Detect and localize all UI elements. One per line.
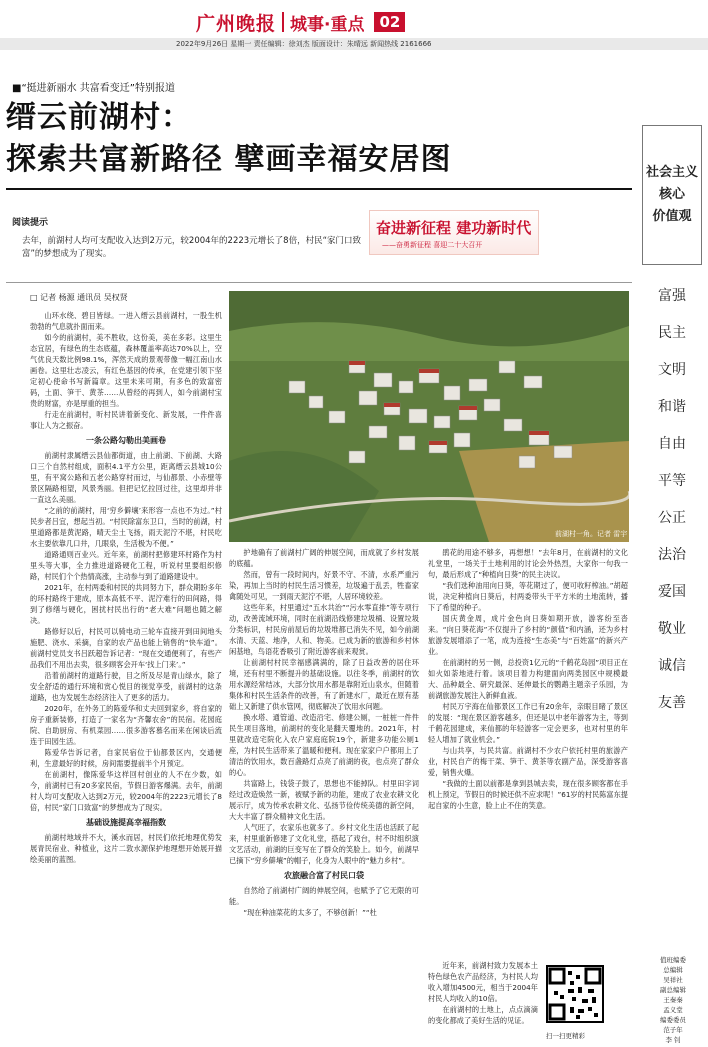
paragraph: “我们选种油用向日葵，等花期过了，便可收籽榨油。”胡超说，决定种植向日葵后，村两委带头干平方米的土地流转，播下了希望的种子。 — [428, 581, 628, 612]
editor-line: 总编辑 — [663, 966, 683, 974]
paragraph: 在前湖村的另一侧，总投资1亿元的“千鹤花岛园”项目正在如火如荼地进行着。该项目着力构建面向两类园区中规模最大、品种最全、研究最深、延伸最长的鹦鹉主题亲子乐园，为前湖旅游发展注入新鲜血液。 — [428, 658, 628, 700]
qr-caption: 扫一扫更精彩 — [546, 1032, 585, 1040]
core-values-title-line: 核心 — [658, 187, 685, 202]
core-values-sidebar — [642, 125, 702, 1045]
paragraph: “我做的土面以前都是拿到县城去卖，现在很多顾客都在手机上预定，节假日的时候还供不应求呢！”61岁的村民陈富东提起自家的小生意，脸上止不住的笑意。 — [428, 779, 628, 810]
core-value: 和谐 — [658, 399, 686, 415]
core-values-title-line: 社会主义 — [645, 165, 698, 180]
paragraph: 自然给了前湖村广阔的伸展空间，也赋予了它无限的可能。 — [229, 886, 419, 906]
masthead-section: 城事·重点 — [290, 14, 365, 35]
editor-line: 王秦秦 — [663, 996, 683, 1004]
paragraph: 护地确有了前湖村广阔的伸展空间，而成就了乡村发展的底蕴。 — [229, 548, 419, 568]
paragraph: 前湖村地域并不大，溪水而居，村民们依托地理优势发展青民宿业、种植业，这片二敦水源保护地理想开始展开描绘美丽的蓝图。 — [30, 833, 222, 864]
editor-line: 副总编辑 — [660, 986, 686, 994]
editor-line: 编委委员 — [660, 1016, 686, 1024]
article-column-1 — [30, 310, 222, 1045]
paragraph: 与山共享，与民共富。前湖村不少农户依托村里的旅游产业，村民自产的梅干菜、笋干、黄茶等农副产品，深受游客喜爱，销售火爆。 — [428, 746, 628, 777]
banner-main: 奋进新征程 建功新时代 — [376, 219, 532, 237]
subheading: 一条公路勾勒出美画卷 — [86, 436, 166, 445]
paragraph: 路修好以后，村民可以骑电动三轮车直接开到田间地头施肥、浇水、采摘，自家的农产品也能上销售的“快车道”。前湖村党员支书吕跃超告诉记者：“现在交通便利了，有些产品我们不用出去卖，很多顾客会开车‘找上门来’。” — [30, 627, 222, 669]
paragraph: 村民万宇海在仙都景区工作已有20余年，亲眼目睹了景区的发展：“现在景区游客越多，但还是以中老年游客为主，等到千鹤花园建成，来仙都的年轻游客一定会更多，也对村里的年轻人增加了就业机会。” — [428, 702, 628, 744]
village-photo — [229, 291, 629, 542]
headline-rule — [6, 188, 632, 190]
paragraph: 2020年，在外务工的陈爱华和丈夫回到家乡，将自家的房子重新装修，打造了一家名为“齐馨农舍”的民宿。花园庭院、自助厨房、有机菜园……很多游客慕名而来在闲谈后流连于田园生活。 — [30, 704, 222, 746]
paragraph: 2021年，在村两委和村民的共同努力下，群众期盼多年的环村路终于建成，原本高低不平、泥泞难行的田间路，得到了修缮与硬化，困扰村民出行的“老大难”问题也随之解决。 — [30, 583, 222, 625]
core-value: 法治 — [658, 547, 686, 563]
paragraph: 山环水绕、碧目皆绿。一进入缙云县前湖村，一股生机勃勃的气息就扑面而来。 — [30, 311, 222, 331]
paragraph: 这些年来，村里通过“五水共治”“污水零直排”等专项行动，改善流域环境，同时在前湖沿线修建垃圾桶、设置垃圾分类标识，村民房前屋后的垃圾堆都已消失不见，如今前湖水清、天蓝、地净，人和、物美。已成为新的旅游和乡村休闲基地，鸟语花香吸引了附近游客前来观赏。 — [229, 603, 419, 656]
core-value: 诚信 — [658, 658, 686, 674]
paragraph: 如今的前湖村，美不胜收，这份美，美在多彩。这里生态宜居，有绿色的生态底蕴，森林覆盖率高达70%以上，空气优良天数比例98.1%，浑然天成的景观带像一幅江南山水画卷。这里壮志凌云，有红色基因的传承，在党建引领下坚定初心使命书写新篇章。这里未来可期，有多色的致富密码，土面、笋干、黄茶……从曾经的再到人，如今前湖村宝贵的财富，亦是厚重的担当。 — [30, 333, 222, 408]
core-value: 敬业 — [658, 621, 686, 637]
qr-code[interactable] — [546, 965, 604, 1023]
paragraph: 让前湖村村民幸福感满满的，除了日益改善的居住环境，还有村里不断提升的基础设施。以往冬季，前湖村的饮用水源经常结冰，大部分饮用水都是靠附近山泉水，但随着集体和村民生活条件的改善，有了新建水厂，最近在原有基础上又新建了供水管网，彻底解决了饮用水问题。 — [229, 658, 419, 711]
article-column-3-tail — [428, 960, 538, 1045]
paragraph: “现在种油菜花的太多了，不够创新！”“杜 — [243, 908, 377, 917]
core-value: 富强 — [658, 288, 686, 304]
core-value: 爱国 — [658, 584, 686, 600]
byline: □ 记者 杨源 通讯员 吴权贤 — [30, 293, 128, 302]
guide-text: 去年，前湖村人均可支配收入达到2万元，较2004年的2223元增长了8倍，村民“家门口致富”的梦想成为了现实。 — [22, 236, 361, 259]
village-aerial-image — [229, 291, 629, 542]
paragraph: 共富路上，钱袋子鼓了，思想也不能掉队。村里田字词经过改造焕然一新，被赋予新的功能，建成了农业农耕文化展示厅，成为传承农耕文化、弘扬节俭传统美德的新空间，大大丰富了群众精神文化生活。 — [229, 779, 419, 821]
core-value: 自由 — [658, 436, 686, 452]
masthead — [196, 8, 405, 36]
paragraph: 鹃花的用途不够多，再想想！”去年8月，在前湖村的文化礼堂里，一场关于土地利用的讨论会外热烈，大家你一句我一句，最后形成了“种植向日葵”的民主决议。 — [428, 548, 628, 579]
qr-icon — [548, 967, 602, 1021]
campaign-banner — [369, 210, 539, 255]
subheading: 农旅融合富了村民口袋 — [284, 871, 364, 880]
guide-label: 阅读提示 — [12, 218, 49, 228]
paragraph: 国庆黄金周，成片金色向日葵如期开放，游客纷至沓来。“向日葵花海”不仅提升了乡村的“颜值”和内涵，还为乡村旅游发展增添了一笔，成为连接“生态美”与“百姓富”的新兴产业。 — [428, 614, 628, 656]
page-number: 02 — [374, 12, 405, 32]
headline-line2: 探索共富新路径 擘画幸福安居图 — [6, 142, 452, 177]
paragraph: 沿着前湖村的道路行驶，目之所及尽是青山绿水，除了安全舒适的通行环境和赏心悦目的视觉享受，前湖村的这条道路，也为发展生态经济注入了更多的活力。 — [30, 671, 222, 702]
article-column-3 — [428, 547, 628, 957]
paragraph: 陈爱华告诉记者，自家民宿位于仙都景区内，交通便利，生意最好的时候，房间需要提前半个月预定。 — [30, 748, 222, 768]
core-values-title-line: 价值观 — [652, 209, 692, 224]
editor-line: 吴祥社 — [663, 976, 683, 984]
paragraph: 行走在前湖村，听村民讲着新变化、新发展，一件件喜事让人为之振奋。 — [30, 410, 222, 430]
banner-sub: ——奋勇新征程 喜迎二十大召开 — [382, 241, 483, 249]
kicker: ■“挺进新丽水 共富看变迁”特别报道 — [12, 83, 175, 94]
subheading: 基础设施提高幸福指数 — [86, 818, 166, 827]
dateline: 2022年9月26日 星期一 责任编辑：徐刘杰 版面设计：朱晴远 新闻热线 2161666 — [0, 38, 708, 50]
article-column-2 — [229, 547, 419, 1045]
paragraph: 在前湖村，像陈爱华这样回村创业的人不在少数，如今，前湖村已有20多家民宿，节假日游客爆满。去年，前湖村人均可支配收入达到2万元，较2004年的2223元增长了8倍，村民“家门口致富”的梦想成为了现实。 — [30, 770, 222, 812]
headline-line1: 缙云前湖村： — [6, 100, 192, 135]
paragraph: 人气旺了，农家乐也就多了。乡村文化生活也活跃了起来，村里重新修建了文化礼堂，搭起了戏台，村不时组织演文艺活动，前湖的巨变写在了群众的笑脸上。如今，前湖早已摘下“穷乡僻壤”的帽子，化身为人眼中的“魅力乡村”。 — [229, 823, 419, 865]
paragraph: 道路通则百业兴。近年来，前湖村把修建环村路作为村里头等大事，全力推进道路硬化工程，听说村里要组织修路，村民们个个热情高涨，主动参与到了道路建设中。 — [30, 550, 222, 581]
masthead-title: 广州晚报 — [196, 12, 277, 35]
paragraph: 近年来，前湖村致力发展本土特色绿色农产品经济，为村民人均收入增加4500元，相当于2004年村民人均收入的10倍。 — [428, 961, 538, 1003]
photo-caption: 前湖村一角。记者 雷宇 摄 — [555, 530, 637, 538]
core-value: 平等 — [658, 473, 686, 489]
editor-credits — [641, 955, 705, 1045]
masthead-separator — [282, 12, 284, 32]
core-values-title — [642, 125, 702, 265]
editor-line: 值班编委 — [660, 956, 686, 964]
paragraph: 换水塔、通管道、改造沿宅、修建公厕，一桩桩一件件民生项目落地，前湖村的变化是翻天覆地的。2021年，村里就改造宅院化入农户家庭庭院19个，新建多功能公厕1座，为村民生活带来了温暖和便利。现在家家户户都用上了清洁的饮用水，数百盏路灯点亮了前湖的夜，也点亮了群众的心。 — [229, 713, 419, 777]
editor-line: 孟义堂 — [663, 1006, 683, 1014]
core-value: 民主 — [658, 325, 686, 341]
paragraph: 前湖村隶属缙云县仙都街道，由上前湖、下前湖、大路口三个自然村组成，面积4.1平方公里，距离缙云县城10公里，有平窝公路和五老公路穿村而过，与仙都景、小赤壁等景区隔路相望，风景秀丽。但把记忆拉回过往，这里却并非一直这么美丽。 — [30, 451, 222, 504]
section-divider — [6, 282, 632, 283]
paragraph: “之前的前湖村，用‘穷乡僻壤’来形容一点也不为过。”村民步者吕宜，想起当初。“村民除富东卫口，当时的前湖，村里道路都是黄泥路，晴天尘土飞扬，雨天泥泞不堪，村民吃水主要依靠几口井，几眼泉，生活极为不便。” — [30, 506, 222, 548]
editor-line: 李 钊 — [665, 1036, 681, 1044]
editor-line: 范子年 — [663, 1026, 683, 1034]
paragraph: 在前湖村的土地上，点点滴滴的变化都成了美好生活的见证。 — [428, 1005, 538, 1025]
core-value: 公正 — [658, 510, 686, 526]
paragraph: 然而，曾有一段时间内，好景不守、不清，水系严重污染，再加上当时的村民生活习惯差，垃圾遍于乱丢，牲畜家禽随处可见，一到雨天泥泞不堪，人居环境较差。 — [229, 570, 419, 601]
core-value: 友善 — [658, 695, 686, 711]
core-value: 文明 — [658, 362, 686, 378]
